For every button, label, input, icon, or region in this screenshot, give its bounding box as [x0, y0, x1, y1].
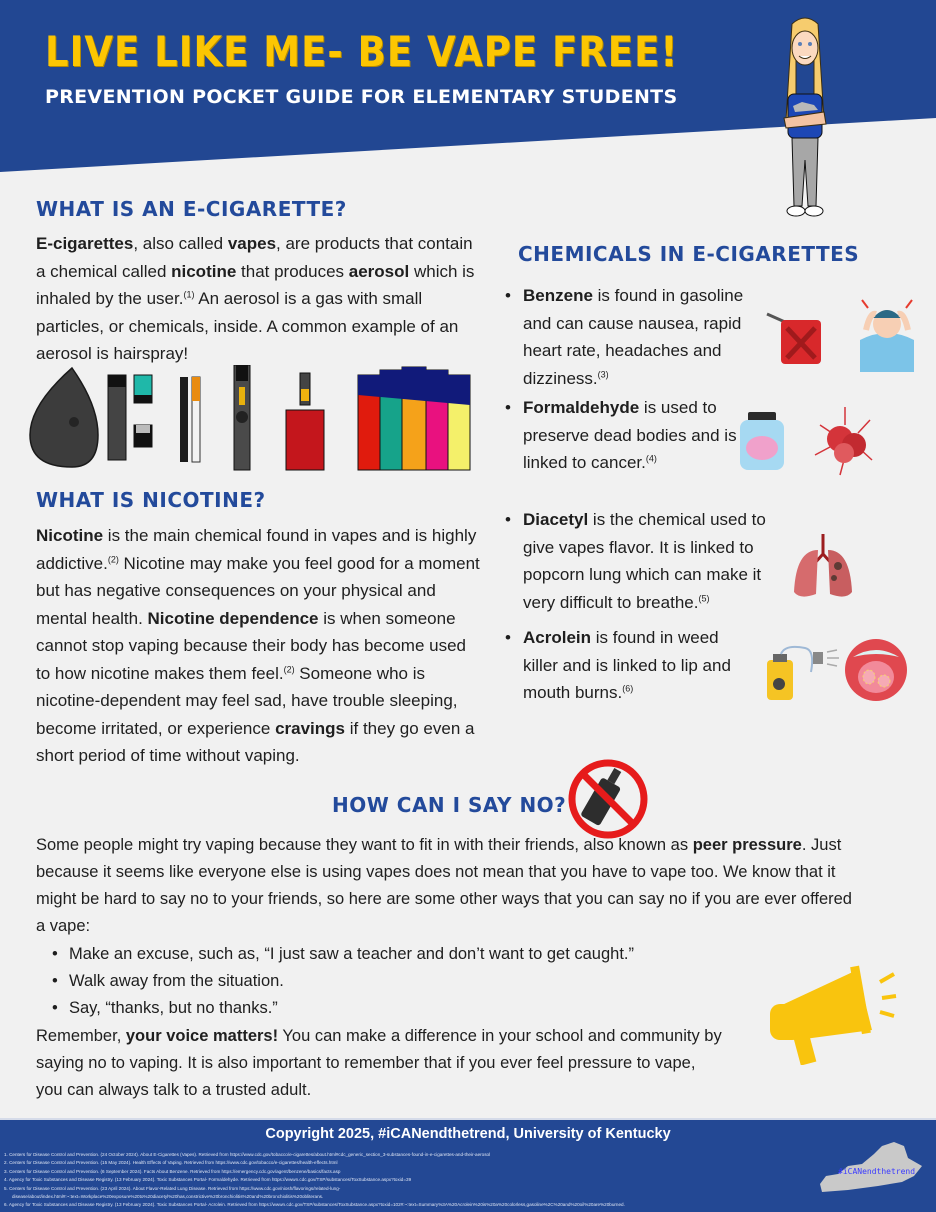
chemical-diacetyl — [505, 506, 770, 624]
chemical-formaldehyde — [505, 394, 765, 506]
vape-devices-illustration — [28, 365, 478, 475]
citation-4: (4) — [645, 453, 657, 464]
reference-item: disease/about/index.html#:~:text=Workplace%20exposure%20to%20diacetyl%20has,constrictive%20bronchiolitis%20and%20bronchiolitis%20obliterans. — [12, 1194, 324, 1200]
juul-device-icon — [108, 375, 152, 460]
chemical-name: Diacetyl — [523, 510, 589, 529]
citation-2: (2) — [283, 663, 295, 674]
copyright-text: Copyright 2025, #iCANendthetrend, University of Kentucky — [265, 1126, 671, 1142]
text: , are products that contain a chemical called — [36, 234, 473, 281]
mouth-burns-icon — [843, 637, 909, 703]
map-word-cloud-text: #iCANendthetrend — [838, 1167, 916, 1176]
reference-item: 4. Agency for Toxic Substances and Disease Registry. (13 February 2024). Toxic Substances Portal- Formaldehyde. Retrieved from https://wwwn.cdc.gov/TSP/substances/ToxSubstance.aspx?toxid=39 — [4, 1177, 412, 1183]
chemical-description: is used to preserve dead bodies and is linked to cancer. — [523, 398, 737, 472]
text: is when someone cannot stop vaping because their body has become used to how nicotine makes them feel. — [36, 608, 467, 683]
chemical-benzene — [505, 282, 765, 394]
text: , also called — [133, 234, 228, 253]
page-subtitle: PREVENTION POCKET GUIDE FOR ELEMENTARY STUDENTS — [45, 86, 678, 108]
gas-can-icon — [765, 308, 825, 366]
chemical-description: is found in gasoline and can cause nausea, rapid heart rate, headaches and dizziness. — [523, 286, 744, 388]
box-mod-icon — [286, 373, 324, 470]
text: An aerosol is a gas with small particles, or chemicals, inside. A common example of an aerosol is hairspray! — [36, 289, 459, 363]
term-nicotine: nicotine — [171, 261, 237, 281]
chemical-acrolein — [505, 624, 740, 707]
headache-boy-icon — [852, 290, 922, 372]
term-peer-pressure: peer pressure — [692, 836, 802, 854]
text: that produces — [236, 261, 349, 281]
chemical-name: Benzene — [523, 286, 593, 305]
cancer-cells-icon — [810, 405, 880, 477]
heading-how-can-i-say-no: HOW CAN I SAY NO? — [332, 793, 567, 817]
avatar-illustration — [770, 10, 840, 220]
lungs-icon — [792, 532, 854, 602]
chemicals-list — [505, 282, 765, 707]
say-no-tip: • Say, “thanks, but no thanks.” — [52, 995, 752, 1022]
text: Nicotine may make you feel good for a moment but has negative consequences on your physical and mental health. — [36, 553, 480, 628]
heading-what-is-ecigarette: WHAT IS AN E-CIGARETTE? — [36, 197, 347, 221]
vape-pen-icon — [234, 365, 250, 470]
ecig-paragraph — [36, 230, 476, 368]
citation-2: (2) — [107, 553, 119, 564]
text: You can make a difference in your school and community by saying no to vaping. It is also important to remember that if you ever feel pressure to vape, you can always talk to a trusted adult. — [36, 1027, 722, 1099]
text: Some people might try vaping because they want to fit in with their friends, also known as — [36, 836, 693, 854]
references-list — [4, 1151, 804, 1210]
megaphone-icon — [762, 960, 897, 1065]
text: . Just because it seems like everyone else is using vapes does not mean that you have to vape too. We know that it might be hard to say no to your friends, so here are some other ways that you can say no if you are ever offered a vape: — [36, 836, 852, 935]
chemical-name: Acrolein — [523, 628, 592, 647]
citation-1: (1) — [183, 289, 195, 300]
footer — [0, 1118, 936, 1212]
text: is the main chemical found in vapes and is highly addictive. — [36, 526, 477, 573]
term-nicotine: Nicotine — [36, 526, 104, 545]
heading-chemicals: CHEMICALS IN E-CIGARETTES — [518, 242, 860, 266]
citation-3: (3) — [597, 368, 609, 379]
citation-5: (5) — [698, 592, 710, 603]
no-vaping-icon — [566, 757, 650, 841]
reference-item: 1. Centers for Disease Control and Prevention. (24 October 2024). About E-Cigarettes (Vapes). Retrieved from https://www.cdc.gov/tobacco/e-cigarettes/about.html#cdc_generic_section_3-substances-found-in-e-cigarettes-and-their-aerosol — [4, 1152, 491, 1157]
term-nicotine-dependence: Nicotine dependence — [147, 608, 319, 628]
term-ecigarettes: E-cigarettes — [36, 234, 134, 253]
text: Remember, — [36, 1027, 126, 1045]
disposable-vapes-icon — [358, 367, 470, 470]
term-cravings: cravings — [275, 718, 345, 738]
reference-item: 6. Agency for Toxic Substances and Disease Registry. (13 February 2024). Toxic Substances Portal- Acrolein. Retrieved from https://wwwn.cdc.gov/TSP/substances/ToxSubstance.aspx?toxid=102#:~:text=Summary%3A%20Acrolein%20is%20a%20colorless,gasoline%2C%20and%20oil%20are%20burned. — [4, 1202, 625, 1208]
text: Someone who is nicotine-dependent may feel sad, have trouble sleeping, become irritated, or experience — [36, 663, 458, 738]
reference-item: 2. Centers for Disease Control and Prevention. (15 May 2024). Health Effects of Vaping. Retrieved from https://www.cdc.gov/tobacco/e-cigarettes/health-effects.html — [4, 1160, 338, 1166]
text: if they go even a short period of time without vaping. — [36, 718, 475, 765]
cigalike-device-icon — [180, 377, 200, 462]
term-your-voice-matters: your voice matters! — [125, 1027, 279, 1045]
heading-what-is-nicotine: WHAT IS NICOTINE? — [36, 488, 266, 512]
say-no-tip: • Walk away from the situation. — [52, 968, 752, 995]
remember-paragraph — [36, 1023, 726, 1104]
reference-item: 3. Centers for Disease Control and Prevention. (6 September 2024). Facts About Benzene. Retrieved from https://emergency.cdc.gov/agent/benzene/basics/facts.asp — [4, 1168, 341, 1174]
page-title: LIVE LIKE ME- BE VAPE FREE! — [45, 28, 679, 77]
say-no-paragraph — [36, 832, 856, 940]
nicotine-paragraph — [36, 522, 481, 770]
chemical-name: Formaldehyde — [523, 398, 640, 417]
kentucky-word-cloud-map — [818, 1140, 924, 1195]
citation-6: (6) — [622, 683, 634, 694]
say-no-tip: • Make an excuse, such as, “I just saw a teacher and don’t want to get caught.” — [52, 941, 752, 968]
chemical-description: is the chemical used to give vapes flavor. It is linked to popcorn lung which can make it very difficult to breathe. — [523, 510, 766, 612]
weed-sprayer-icon — [765, 644, 843, 700]
brain-jar-icon — [738, 410, 786, 472]
term-vapes: vapes — [227, 234, 277, 253]
chemical-description: is found in weed killer and is linked to lip and mouth burns. — [523, 628, 731, 702]
reference-item: 5. Centers for Disease Control and Prevention. (23 April 2024). About Flavor-Related Lung Disease. Retrieved from https://www.cdc.gov/niosh/flavorings/related-lung- — [4, 1185, 341, 1191]
text: which is inhaled by the user. — [36, 261, 475, 308]
pod-device-icon — [30, 368, 98, 467]
term-aerosol: aerosol — [348, 261, 410, 281]
say-no-list — [52, 941, 752, 1022]
